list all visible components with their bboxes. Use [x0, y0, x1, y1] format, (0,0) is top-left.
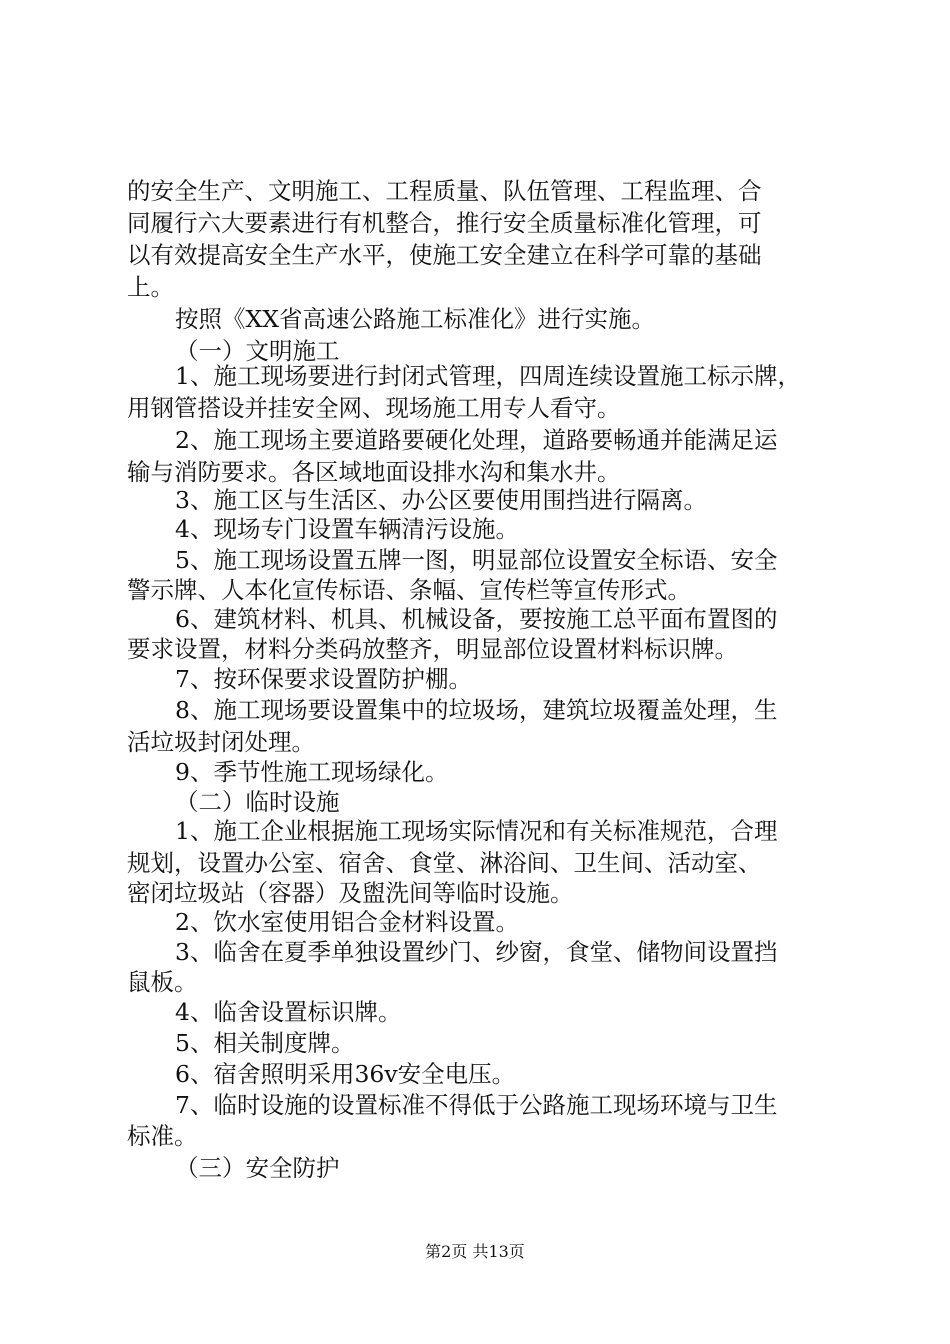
text-line: 5、相关制度牌。 — [175, 1029, 355, 1057]
text-line: 7、按环保要求设置防护棚。 — [175, 665, 472, 693]
text-line: 上。 — [127, 273, 174, 301]
text-line: 用钢管搭设并挂安全网、现场施工用专人看守。 — [127, 394, 621, 422]
text-line: 标准。 — [127, 1122, 198, 1150]
text-line: 3、施工区与生活区、办公区要使用围挡进行隔离。 — [175, 486, 707, 514]
section-heading: （三）安全防护 — [175, 1154, 340, 1182]
page-footer: 第2页 共13页 — [425, 1242, 525, 1261]
text-line: 9、季节性施工现场绿化。 — [175, 758, 449, 786]
text-line: 规划，设置办公室、宿舍、食堂、淋浴间、卫生间、活动室、 — [127, 849, 762, 877]
text-line: 1、施工企业根据施工现场实际情况和有关标准规范，合理 — [175, 817, 778, 845]
text-line: 2、施工现场主要道路要硬化处理，道路要畅通并能满足运 — [175, 426, 778, 454]
text-line: 输与消防要求。各区域地面设排水沟和集水井。 — [127, 458, 621, 486]
text-line: 6、宿舍照明采用36v安全电压。 — [175, 1060, 516, 1088]
text-line: 1、施工现场要进行封闭式管理，四周连续设置施工标示牌， — [175, 362, 801, 390]
text-line: 6、建筑材料、机具、机械设备，要按施工总平面布置图的 — [175, 605, 778, 633]
text-line: 7、临时设施的设置标准不得低于公路施工现场环境与卫生 — [175, 1091, 778, 1119]
text-line: 鼠板。 — [127, 968, 198, 996]
text-line: 8、施工现场要设置集中的垃圾场，建筑垃圾覆盖处理，生 — [175, 696, 778, 724]
text-line: 密闭垃圾站（容器）及盥洗间等临时设施。 — [127, 879, 574, 907]
text-line: 3、临舍在夏季单独设置纱门、纱窗，食堂、储物间设置挡 — [175, 938, 778, 966]
text-line: 警示牌、人本化宣传标语、条幅、宣传栏等宣传形式。 — [127, 576, 691, 604]
text-line: 5、施工现场设置五牌一图，明显部位设置安全标语、安全 — [175, 546, 778, 574]
text-line: 活垃圾封闭处理。 — [127, 728, 315, 756]
text-line: 2、饮水室使用铝合金材料设置。 — [175, 908, 519, 936]
text-line: 同履行六大要素进行有机整合，推行安全质量标准化管理，可 — [127, 209, 762, 237]
section-heading: （二）临时设施 — [175, 788, 340, 816]
text-line: 按照《XX省高速公路施工标准化》进行实施。 — [175, 305, 655, 333]
text-line: 4、临舍设置标识牌。 — [175, 998, 402, 1026]
text-line: 的安全生产、文明施工、工程质量、队伍管理、工程监理、合 — [127, 177, 762, 205]
section-heading: （一）文明施工 — [175, 337, 340, 365]
text-line: 要求设置，材料分类码放整齐，明显部位设置材料标识牌。 — [127, 635, 738, 663]
text-line: 以有效提高安全生产水平，使施工安全建立在科学可靠的基础 — [127, 241, 762, 269]
text-line: 4、现场专门设置车辆清污设施。 — [175, 515, 519, 543]
